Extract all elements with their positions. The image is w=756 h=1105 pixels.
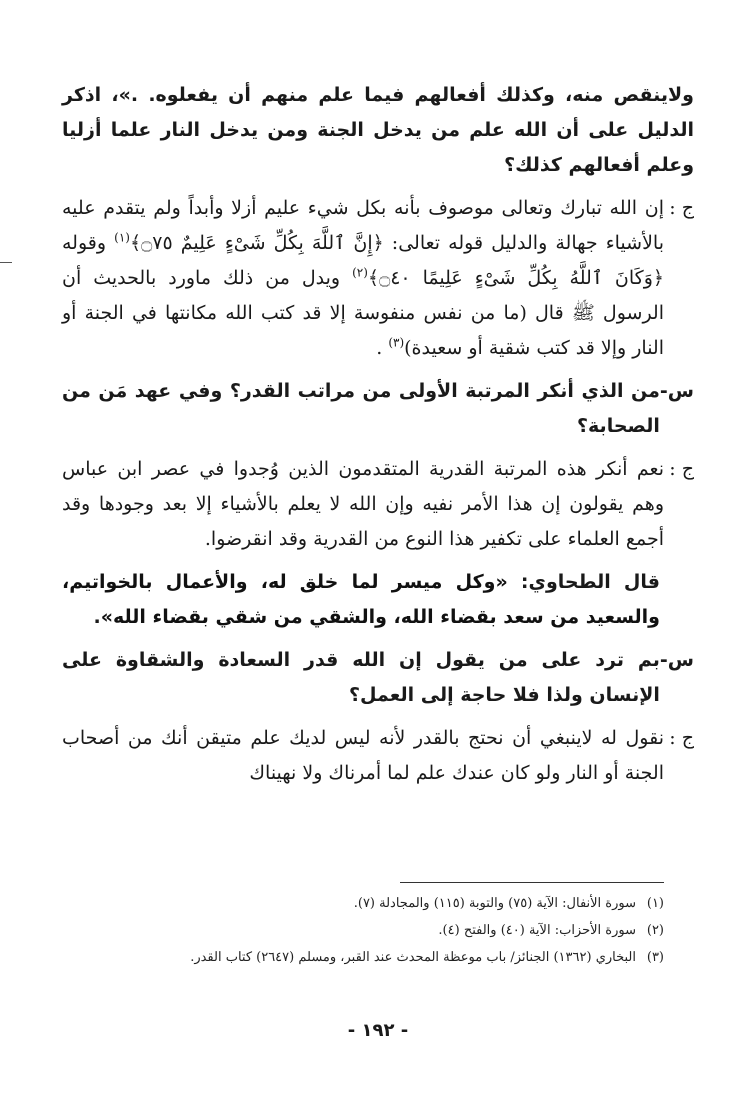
answer-3	[62, 721, 694, 791]
footnote-1	[64, 890, 664, 917]
page-body	[62, 78, 694, 799]
tahawi-intro: قال الطحاوي:	[507, 571, 660, 593]
answer-1	[62, 191, 694, 366]
page-number: - ١٩٢ -	[347, 1020, 409, 1041]
footnote-text: البخاري (١٣٦٢) الجنائز/ باب موعظة المحدث عند القبر، ومسلم (٢٦٤٧) كتاب القدر.	[190, 950, 636, 965]
tahawi-quote-text: «وكل ميسر لما خلق له، والأعمال بالخواتيم، والسعيد من سعد بقضاء الله، والشقي من شقي بقضاء الله»	[62, 571, 660, 628]
footnote-text: سورة الأنفال: الآية (٧٥) والتوبة (١١٥) والمجادلة (٧).	[353, 896, 636, 911]
footnote-number: (١)	[646, 896, 664, 911]
footnote-number: (٣)	[646, 950, 664, 965]
margin-mark	[0, 262, 12, 263]
question-3	[62, 643, 694, 713]
tahawi-quote	[62, 565, 694, 635]
answer-3-text: نقول له لاينبغي أن نحتج بالقدر لأنه ليس لديك علم متيقن أنك من أصحاب الجنة أو النار ولو كان عندك علم لما أمرناك ولا نهيناك	[62, 727, 664, 784]
footnote-text: سورة الأحزاب: الآية (٤٠) والفتح (٤).	[438, 923, 636, 938]
answer-1-part2: وقوله ﴿وَكَانَ ٱللَّهُ بِكُلِّ شَىْءٍ عَلِيمًا ۝٤٠﴾	[62, 232, 664, 289]
footnotes	[64, 890, 664, 971]
answer-2-text: نعم أنكر هذه المرتبة القدرية المتقدمون الذين وُجدوا في عصر ابن عباس وهم يقولون إن هذا الأمر نفيه وإن الله لا يعلم بالأشياء إلا بعد وجودها وقد أجمع العلماء على تكفير هذا النوع من القدرية وقد انقرضوا.	[62, 458, 664, 550]
question-marker: س-	[659, 380, 694, 402]
footnote-number: (٢)	[646, 923, 664, 938]
answer-2	[62, 452, 694, 557]
answer-marker: ج :	[669, 727, 694, 749]
question-continuation: ولاينقص منه، وكذلك أفعالهم فيما علم منهم أن يفعلوه. .»، اذكر الدليل على أن الله علم من يدخل الجنة ومن يدخل النار علما أزليا وعلم أفعالهم كذلك؟	[62, 84, 694, 176]
footnote-ref-2[interactable]: (٢)	[352, 265, 368, 280]
answer-1-part1: إن الله تبارك وتعالى موصوف بأنه بكل شيء عليم أزلا وأبداً ولم يتقدم عليه بالأشياء جهالة والدليل قوله تعالى: ﴿إِنَّ ٱللَّهَ بِكُلِّ شَىْءٍ عَلِيمٌ ۝٧٥﴾	[62, 197, 664, 254]
question-marker: س-	[659, 649, 694, 671]
answer-marker: ج :	[669, 197, 694, 219]
footnote-ref-3[interactable]: (٣)	[388, 335, 405, 350]
question-2	[62, 374, 694, 444]
answer-marker: ج :	[669, 458, 694, 480]
footnote-2	[64, 917, 664, 944]
question-2-text: من الذي أنكر المرتبة الأولى من مراتب القدر؟ وفي عهد مَن من الصحابة؟	[62, 380, 660, 437]
footnote-ref-1[interactable]: (١)	[114, 230, 130, 245]
answer-1-text	[62, 191, 664, 366]
answer-1-part3: ويدل من ذلك ماورد بالحديث أن الرسول ﷺ قال (ما من نفس منفوسة إلا قد كتب الله مكانتها في الجنة أو النار وإلا قد كتب شقية أو سعيدة)	[62, 267, 664, 359]
footnote-divider	[400, 882, 664, 883]
answer-1-end: .	[376, 337, 389, 359]
footnote-3	[64, 944, 664, 971]
question-3-text: بم ترد على من يقول إن الله قدر السعادة والشقاوة على الإنسان ولذا فلا حاجة إلى العمل؟	[62, 649, 660, 706]
tahawi-end: .	[93, 606, 101, 628]
